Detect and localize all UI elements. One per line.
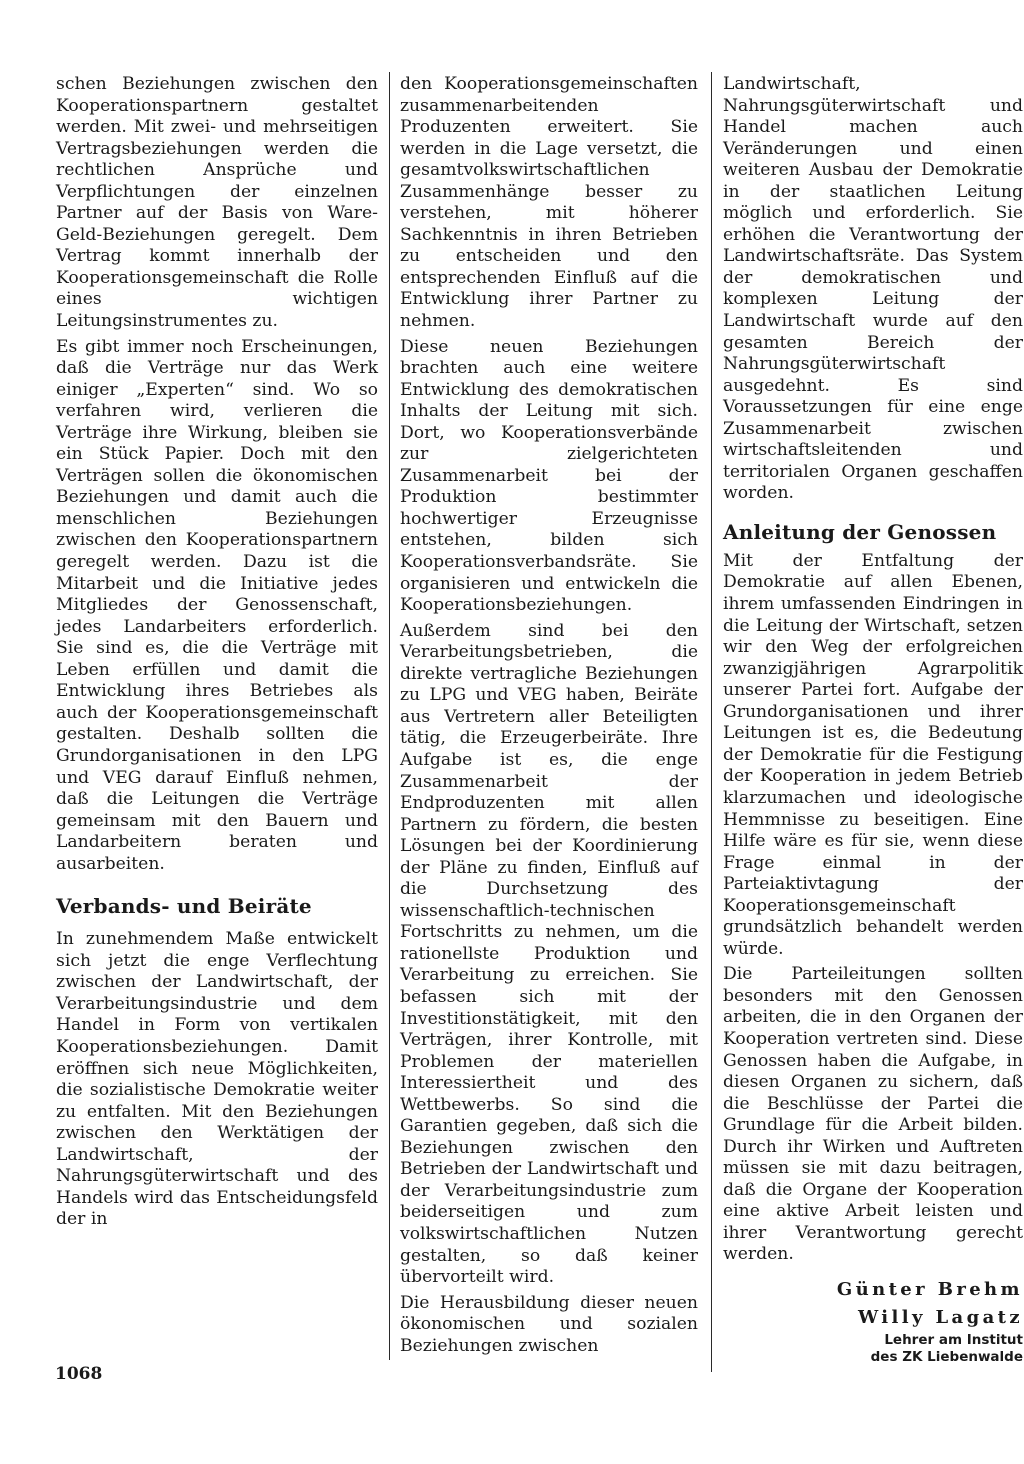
paragraph: Diese neuen Beziehungen brachten auch eine weitere Entwicklung des demokratischen Inhalts der Leitung mit sich. Dort, wo Kooperationsverbände zur zielgerichteten Zusammenarbeit bei der Produktion bestimmter hochwertiger Erzeugnisse entstehen, bilden sich Kooperationsverbandsräte. Sie organisieren und entwickeln die Kooperationsbeziehungen. <box>400 336 698 616</box>
column-1 <box>56 74 378 1231</box>
paragraph: Mit der Entfaltung der Demokratie auf allen Ebenen, ihrem umfassenden Eindringen in die Leitung der Wirtschaft, setzen wir den Weg der erfolgreichen zwanzigjährigen Agrarpolitik unserer Partei fort. Aufgabe der Grundorganisationen und ihrer Leitungen ist es, die Bedeutung der Demokratie für die Festigung der Kooperation in jedem Betrieb klarzumachen und ideologische Hemmnisse zu beseitigen. Eine Hilfe wäre es für sie, wenn diese Frage einmal in der Parteiaktivtagung der Kooperationsgemeinschaft grundsätzlich behandelt werden würde. <box>723 550 1023 959</box>
paragraph: den Kooperationsgemeinschaften zusammenarbeitenden Produzenten erweitert. Sie werden in die Lage versetzt, die gesamtvolkswirtschaftlichen Zusammenhänge besser zu verstehen, mit höherer Sachkenntnis in ihren Betrieben zu entscheiden und den entsprechenden Einfluß auf die Entwicklung ihrer Partner zu nehmen. <box>400 74 698 332</box>
column-3 <box>723 74 1023 1366</box>
paragraph: Es gibt immer noch Erscheinungen, daß die Verträge nur das Werk einiger „Experten“ sind. Wo so verfahren wird, verlieren die Verträge ihre Wirkung, bleiben sie ein Stück Papier. Doch mit den Verträgen sollen die ökonomischen Beziehungen und damit auch die menschlichen Beziehungen zwischen den Kooperationspartnern geregelt werden. Dazu ist die Mitarbeit und die Initiative jedes Mitgliedes der Genossenschaft, jedes Landarbeiters erforderlich. Sie sind es, die die Verträge mit Leben erfüllen und damit die Entwicklung ihres Betriebes als auch der Kooperationsgemeinschaft gestalten. Deshalb sollten die Grundorganisationen in den LPG und VEG darauf Einfluß nehmen, daß die Leitungen die Verträge gemeinsam mit den Bauern und Landarbeitern beraten und ausarbeiten. <box>56 336 378 874</box>
author-affiliation-line-2: des ZK Liebenwalde <box>870 1348 1023 1365</box>
paragraph: Außerdem sind bei den Verarbeitungsbetrieben, die direkte vertragliche Beziehungen zu LPG und VEG haben, Beiräte aus Vertretern aller Beteiligten tätig, die Erzeugerbeiräte. Ihre Aufgabe ist es, die enge Zusammenarbeit der Endproduzenten mit allen Partnern zu fördern, die besten Lösungen bei der Koordinierung der Pläne zu finden, Einfluß auf die Durchsetzung des wissenschaftlich-technischen Fortschritts zu nehmen, um die rationellste Produktion und Verarbeitung zu erreichen. Sie befassen sich mit der Investitionstätigkeit, mit den Verträgen, ihrer Kontrolle, mit Problemen der materiellen Interessiertheit und des Wettbewerbs. So sind die Garantien gegeben, daß sich die Beziehungen zwischen den Betrieben der Landwirtschaft und der Verarbeitungsindustrie zum beiderseitigen und zum volkswirtschaftlichen Nutzen gestalten, so daß keiner übervorteilt wird. <box>400 620 698 1288</box>
author-name-1: Günter Brehm <box>836 1278 1023 1300</box>
paragraph: Die Herausbildung dieser neuen ökonomischen und sozialen Beziehungen zwischen <box>400 1292 698 1356</box>
column-divider-2 <box>711 72 712 1372</box>
author-affiliation-line-1: Lehrer am Institut <box>884 1331 1023 1348</box>
section-heading-anleitung-der-genossen: Anleitung der Genossen <box>723 519 997 544</box>
paragraph: Landwirtschaft, Nahrungsgüterwirtschaft und Handel machen auch Veränderungen und einen weiteren Ausbau der Demokratie in der staatlichen Leitung möglich und erforderlich. Sie erhöhen die Verantwortung der Landwirtschaftsräte. Das System der demokratischen und komplexen Leitung der Landwirtschaft wurde auf den gesamten Bereich der Nahrungsgüterwirtschaft ausgedehnt. Es sind Voraussetzungen für eine enge Zusammenarbeit zwischen wirtschaftsleitenden und territorialen Organen geschaffen worden. <box>723 74 1023 504</box>
column-2 <box>400 74 698 1357</box>
column-divider-1 <box>389 72 390 1360</box>
section-heading-verbands-und-beiraete: Verbands- und Beiräte <box>56 894 312 919</box>
signature-block <box>723 1276 1023 1366</box>
paragraph: Die Parteileitungen sollten besonders mit den Genossen arbeiten, die in den Organen der Kooperation vertreten sind. Diese Genossen haben die Aufgabe, in diesen Organen zu sichern, daß die Beschlüsse der Partei die Grundlage für die Arbeit bilden. Durch ihr Wirken und Auftreten müssen sie mit dazu beitragen, daß die Organe der Kooperation eine aktive Arbeit leisten und ihrer Verantwortung gerecht werden. <box>723 964 1023 1265</box>
paragraph: In zunehmendem Maße entwickelt sich jetzt die enge Verflechtung zwischen der Landwirtschaft, der Verarbeitungsindustrie und dem Handel in Form von vertikalen Kooperationsbeziehungen. Damit eröffnen sich neue Möglichkeiten, die sozialistische Demokratie weiter zu entfalten. Mit den Beziehungen zwischen den Werktätigen der Landwirtschaft, der Nahrungsgüterwirtschaft und des Handels wird das Entscheidungsfeld der in <box>56 929 378 1230</box>
paragraph: schen Beziehungen zwischen den Kooperationspartnern gestaltet werden. Mit zwei- und mehrseitigen Vertragsbeziehungen werden die rechtlichen Ansprüche und Verpflichtungen der einzelnen Partner auf der Basis von Ware-Geld-Beziehungen geregelt. Dem Vertrag kommt innerhalb der Kooperationsgemeinschaft die Rolle eines wichtigen Leitungsinstrumentes zu. <box>56 74 378 332</box>
author-name-2: Willy Lagatz <box>857 1306 1023 1328</box>
page-number: 1068 <box>55 1364 103 1384</box>
